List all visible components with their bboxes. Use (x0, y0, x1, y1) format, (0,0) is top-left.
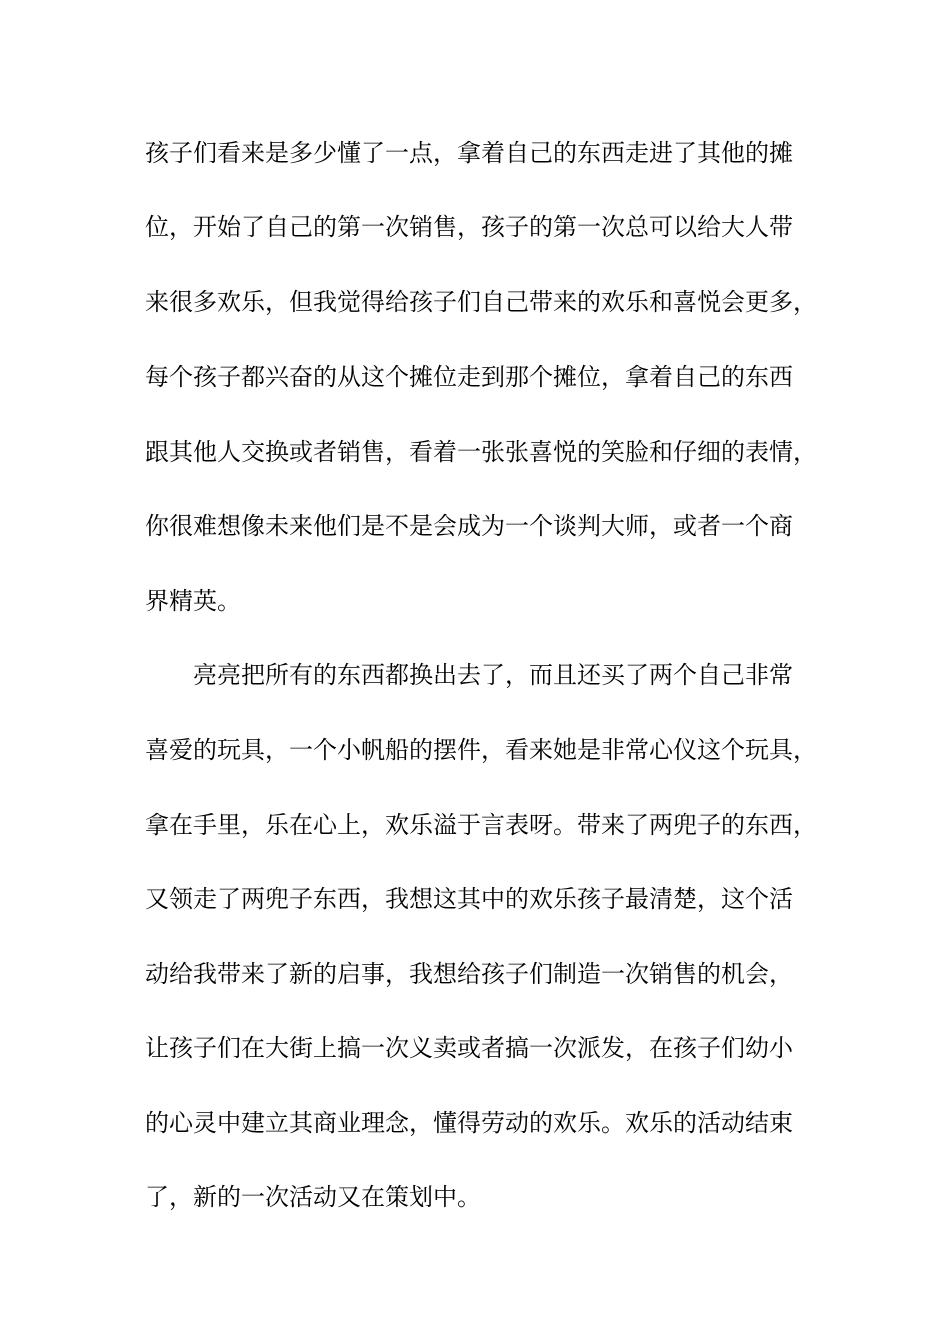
paragraph-1-line-7: 界精英。 (145, 587, 241, 615)
paragraph-1-line-2: 位，开始了自己的第一次销售，孩子的第一次总可以给大人带 (145, 213, 793, 241)
paragraph-2-line-2: 喜爱的玩具，一个小帆船的摆件，看来她是非常心仪这个玩具， (145, 736, 817, 764)
paragraph-2-line-4: 又领走了两兜子东西，我想这其中的欢乐孩子最清楚，这个活 (145, 885, 793, 913)
paragraph-1-line-1: 孩子们看来是多少懂了一点，拿着自己的东西走进了其他的摊 (145, 139, 793, 167)
paragraph-1-line-3: 来很多欢乐，但我觉得给孩子们自己带来的欢乐和喜悦会更多， (145, 288, 817, 316)
paragraph-2-line-5: 动给我带来了新的启事，我想给孩子们制造一次销售的机会， (145, 960, 793, 988)
paragraph-1-line-4: 每个孩子都兴奋的从这个摊位走到那个摊位，拿着自己的东西 (145, 363, 793, 391)
paragraph-2-line-3: 拿在手里，乐在心上，欢乐溢于言表呀。带来了两兜子的东西， (145, 811, 817, 839)
paragraph-1-line-6: 你很难想像未来他们是不是会成为一个谈判大师，或者一个商 (145, 512, 793, 540)
paragraph-2-line-6: 让孩子们在大街上搞一次义卖或者搞一次派发，在孩子们幼小 (145, 1034, 793, 1062)
paragraph-2-line-8: 了，新的一次活动又在策划中。 (145, 1183, 481, 1211)
paragraph-1-line-5: 跟其他人交换或者销售，看着一张张喜悦的笑脸和仔细的表情， (145, 438, 817, 466)
paragraph-2-line-7: 的心灵中建立其商业理念，懂得劳动的欢乐。欢乐的活动结束 (145, 1109, 793, 1137)
paragraph-2-line-1: 亮亮把所有的东西都换出去了，而且还买了两个自己非常 (193, 661, 793, 689)
